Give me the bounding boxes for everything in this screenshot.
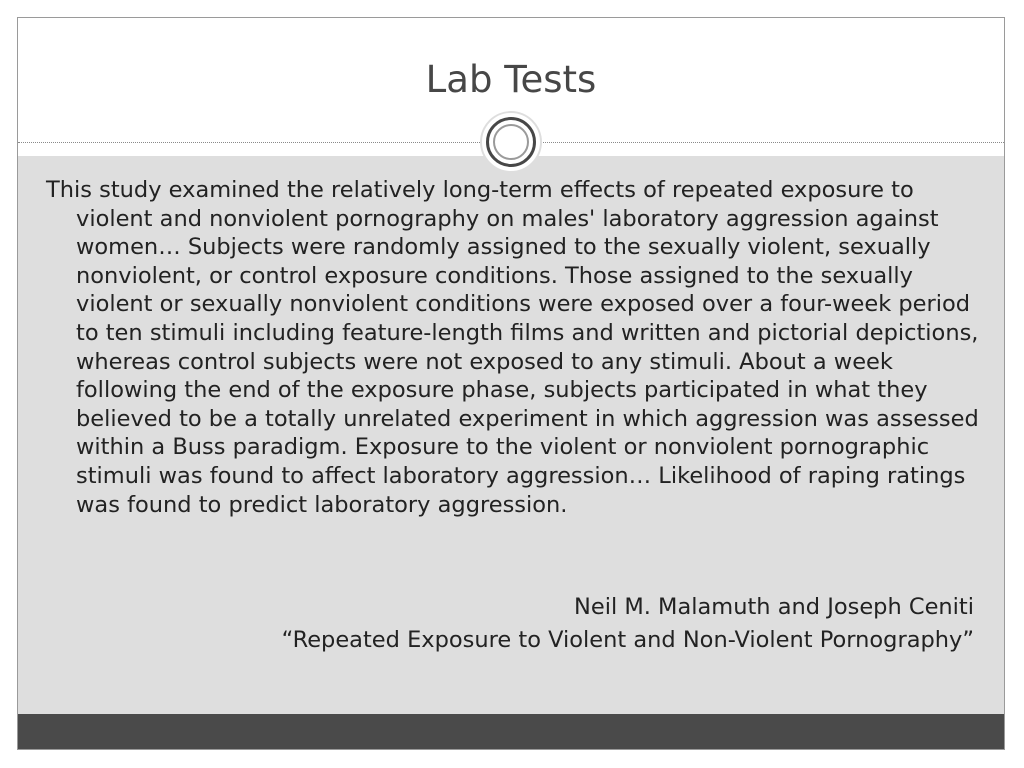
slide	[17, 17, 1005, 750]
slide-title: Lab Tests	[425, 58, 597, 101]
citation-authors: Neil M. Malamuth and Joseph Ceniti	[574, 594, 974, 620]
citation	[74, 591, 974, 657]
ring-ornament-inner-ring	[493, 124, 529, 160]
quote-body: This study examined the relatively long-term effects of repeated exposure to violent and nonviolent pornography on males' laboratory aggression against women… Subjects were randomly assigned to the sexually violent, sexually nonviolent, or control exposure conditions. Those assigned to the sexually violent or sexually nonviolent conditions were exposed over a four-week period to ten stimuli including feature-length films and written and pictorial depictions, whereas control subjects were not exposed to any stimuli. About a week following the end of the exposure phase, subjects participated in what they believed to be a totally unrelated experiment in which aggression was assessed within a Buss paradigm. Exposure to the violent or nonviolent pornographic stimuli was found to affect laboratory aggression… Likelihood of raping ratings was found to predict laboratory aggression.	[46, 177, 979, 518]
footer-bar	[18, 714, 1004, 749]
citation-work: “Repeated Exposure to Violent and Non-Violent Pornography”	[281, 627, 974, 653]
